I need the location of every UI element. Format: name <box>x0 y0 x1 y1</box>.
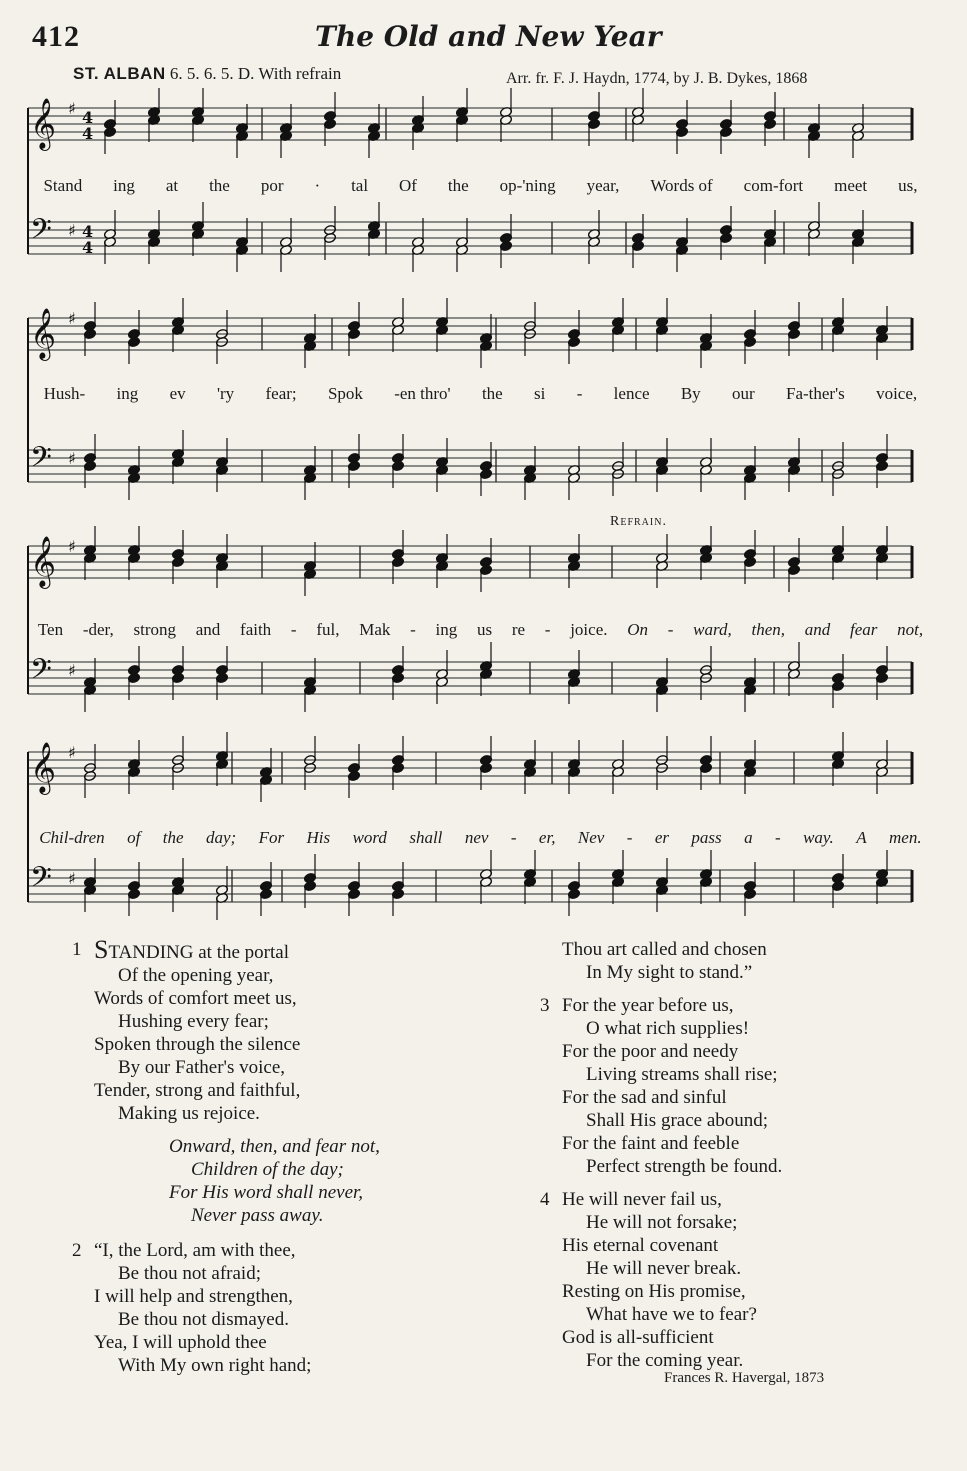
verses-right-column <box>540 938 783 1382</box>
lyric-syllable: nev <box>464 828 489 847</box>
lyric-syllable: our <box>732 384 755 403</box>
verse-line: Thou art called and chosen <box>562 939 767 960</box>
lyric-syllable: Chil-dren <box>39 828 105 847</box>
verse-number: 1 <box>72 939 82 960</box>
lyric-syllable: Fa-ther's <box>785 384 845 403</box>
lyric-syllable: A <box>856 828 867 847</box>
lyric-syllable: shall <box>409 828 443 847</box>
lyric-syllable: tal <box>351 176 369 195</box>
lyrics-line-4 <box>28 828 933 848</box>
bass-clef-icon: 𝄢 <box>30 213 52 253</box>
chorus-line: Never pass away. <box>191 1205 324 1226</box>
lyric-syllable: er <box>654 828 669 847</box>
time-signature: 4 <box>82 124 94 143</box>
time-signature: 4 <box>82 108 94 127</box>
lyric-syllable: day; <box>205 828 237 847</box>
verse-line: God is all-sufficient <box>562 1327 714 1348</box>
verse-line: Words of comfort meet us, <box>94 988 297 1009</box>
verse-line: Shall His grace abound; <box>586 1110 769 1131</box>
hymn-number: 412 <box>32 20 80 53</box>
verses-left-column <box>72 935 380 1387</box>
lyric-syllable: strong <box>133 620 177 639</box>
lyric-syllable: - <box>576 384 583 403</box>
lyric-syllable: com-fort <box>743 176 804 195</box>
verse-4 <box>540 1188 782 1372</box>
lyric-syllable: por <box>260 176 284 195</box>
lyric-syllable: joice. <box>570 620 608 639</box>
verse-line: Perfect strength be found. <box>586 1156 783 1177</box>
bass-clef-icon: 𝄢 <box>30 441 52 481</box>
sharp-icon: ♯ <box>68 449 76 468</box>
sharp-icon: ♯ <box>68 309 76 328</box>
lyric-syllable: On <box>627 620 649 639</box>
lyric-syllable: re <box>511 620 526 639</box>
lyric-syllable: lence <box>613 384 650 403</box>
verse-line: What have we to fear? <box>586 1304 757 1325</box>
verse-line: Hushing every fear; <box>118 1011 269 1032</box>
verse-3 <box>540 994 783 1178</box>
verse-line: Resting on His promise, <box>562 1281 746 1302</box>
lyric-syllable: - <box>626 828 633 847</box>
verse-line: Be thou not afraid; <box>118 1263 261 1284</box>
verse-line: He will never fail us, <box>562 1189 722 1210</box>
lyric-syllable: voice, <box>876 384 918 403</box>
verse-line: For the poor and needy <box>562 1041 739 1062</box>
arrangement-credit: Arr. fr. F. J. Haydn, 1774, by J. B. Dykes, 1868 <box>506 70 808 87</box>
treble-clef-icon: 𝄞 <box>30 536 57 587</box>
lyric-syllable: For <box>258 828 285 847</box>
tune-meter: 6. 5. 6. 5. D. With refrain <box>169 64 342 83</box>
lyric-syllable: and <box>804 620 831 639</box>
lyric-syllable: By <box>680 384 701 403</box>
lyric-syllable: - <box>410 620 416 639</box>
drop-cap: S <box>94 935 109 964</box>
lyrics-line-2 <box>28 384 933 404</box>
lyric-syllable: · <box>314 176 321 195</box>
hymn-title: The Old and New Year <box>315 20 662 53</box>
verse-line: For the sad and sinful <box>562 1087 727 1108</box>
lyric-syllable: His <box>306 828 331 847</box>
lyric-syllable: - <box>775 828 781 847</box>
time-signature: 4 <box>82 222 94 241</box>
verse-1 <box>72 935 380 1125</box>
verse-line: For the year before us, <box>562 995 734 1016</box>
lyric-syllable: of <box>127 828 141 847</box>
chorus-line: For His word shall never, <box>169 1182 364 1203</box>
verse-2-continued <box>562 938 782 984</box>
refrain-label: Refrain. <box>610 514 667 529</box>
lyric-syllable: at <box>165 176 179 195</box>
lyric-syllable: Mak <box>359 620 391 639</box>
verse-line: He will not forsake; <box>586 1212 738 1233</box>
lyric-syllable: ing <box>116 384 139 403</box>
verse-line: Be thou not dismayed. <box>118 1309 289 1330</box>
lyric-syllable: er, <box>538 828 556 847</box>
sharp-icon: ♯ <box>68 869 76 888</box>
verse-line: O what rich supplies! <box>586 1018 750 1039</box>
lyric-syllable: pass <box>691 828 722 847</box>
lyric-syllable: and <box>195 620 221 639</box>
verse-number: 4 <box>540 1189 550 1210</box>
lyric-syllable: way. <box>803 828 834 847</box>
verse-line: Spoken through the silence <box>94 1034 301 1055</box>
verse-line: For the faint and feeble <box>562 1133 740 1154</box>
sharp-icon: ♯ <box>68 661 76 680</box>
treble-clef-icon: 𝄞 <box>30 742 57 793</box>
lyric-syllable: fear; <box>265 384 297 403</box>
sharp-icon: ♯ <box>68 743 76 762</box>
lyric-syllable: si <box>534 384 546 403</box>
lyric-syllable: - <box>290 620 297 639</box>
verse-line: He will never break. <box>586 1258 742 1279</box>
chorus-line: Children of the day; <box>191 1159 344 1180</box>
verse-line: I will help and strengthen, <box>94 1286 293 1307</box>
lyric-syllable: year, <box>586 176 620 195</box>
lyric-syllable: ward, <box>693 620 732 639</box>
lyric-syllable: 'ry <box>216 384 235 403</box>
lyric-syllable: fear <box>849 620 878 639</box>
lyric-syllable: Hush- <box>43 384 86 403</box>
verse-line: TANDING at the portal <box>108 942 289 963</box>
lyric-syllable: not, <box>897 620 924 639</box>
lyrics-line-1 <box>28 176 933 196</box>
lyric-syllable: then, <box>751 620 785 639</box>
verse-number: 3 <box>540 995 550 1016</box>
lyric-syllable: a <box>744 828 753 847</box>
verse-line: For the coming year. <box>586 1350 744 1371</box>
verse-line: Living streams shall rise; <box>586 1064 778 1085</box>
lyric-syllable: - <box>510 828 517 847</box>
lyric-syllable: men. <box>889 828 922 847</box>
lyric-syllable: the <box>209 176 230 195</box>
lyric-syllable: ful, <box>316 620 340 639</box>
verse-number: 2 <box>72 1240 82 1261</box>
lyric-syllable: op-'ning <box>499 176 556 195</box>
lyric-syllable: ev <box>169 384 186 403</box>
lyric-syllable: meet <box>834 176 868 195</box>
lyric-syllable: the <box>162 828 184 847</box>
lyric-syllable: word <box>352 828 387 847</box>
sharp-icon: ♯ <box>68 99 76 118</box>
bass-clef-icon: 𝄢 <box>30 861 52 901</box>
verse-2 <box>72 1239 380 1377</box>
lyric-syllable: -en thro' <box>394 384 451 403</box>
treble-clef-icon: 𝄞 <box>30 308 57 359</box>
lyric-syllable: the <box>447 176 469 195</box>
verse-line: His eternal covenant <box>562 1235 719 1256</box>
author-credit: Frances R. Havergal, 1873 <box>664 1370 825 1386</box>
verse-line: By our Father's voice, <box>118 1057 286 1078</box>
sharp-icon: ♯ <box>68 221 76 240</box>
lyric-syllable: Words of <box>650 176 713 195</box>
lyric-syllable: Of <box>399 176 417 195</box>
verse-line: Making us rejoice. <box>118 1103 260 1124</box>
sharp-icon: ♯ <box>68 537 76 556</box>
treble-clef-icon: 𝄞 <box>30 98 57 149</box>
verse-line: With My own right hand; <box>118 1355 312 1376</box>
verse-line: Yea, I will uphold thee <box>94 1332 267 1353</box>
tune-name: ST. ALBAN <box>73 64 166 83</box>
lyric-syllable: ing <box>435 620 458 639</box>
lyric-syllable: us, <box>898 176 918 195</box>
lyric-syllable: the <box>481 384 503 403</box>
lyric-syllable: - <box>667 620 674 639</box>
lyric-syllable: ing <box>113 176 135 195</box>
verse-line: In My sight to stand.” <box>586 962 753 983</box>
lyric-syllable: Stand <box>43 176 83 195</box>
lyric-syllable: Nev <box>577 828 605 847</box>
verse-line: Tender, strong and faithful, <box>94 1080 301 1101</box>
verse-line: “I, the Lord, am with thee, <box>94 1240 296 1261</box>
time-signature: 4 <box>82 238 94 257</box>
lyric-syllable: -der, <box>82 620 114 639</box>
verse-line: Of the opening year, <box>118 965 274 986</box>
chorus-line: Onward, then, and fear not, <box>169 1136 380 1157</box>
lyric-syllable: us <box>476 620 493 639</box>
lyric-syllable: Spok <box>327 384 363 403</box>
lyric-syllable: faith <box>240 620 272 639</box>
lyrics-line-3 <box>28 620 933 640</box>
lyric-syllable: Ten <box>37 620 64 639</box>
bass-clef-icon: 𝄢 <box>30 653 52 693</box>
chorus <box>169 1135 380 1227</box>
lyric-syllable: - <box>544 620 551 639</box>
